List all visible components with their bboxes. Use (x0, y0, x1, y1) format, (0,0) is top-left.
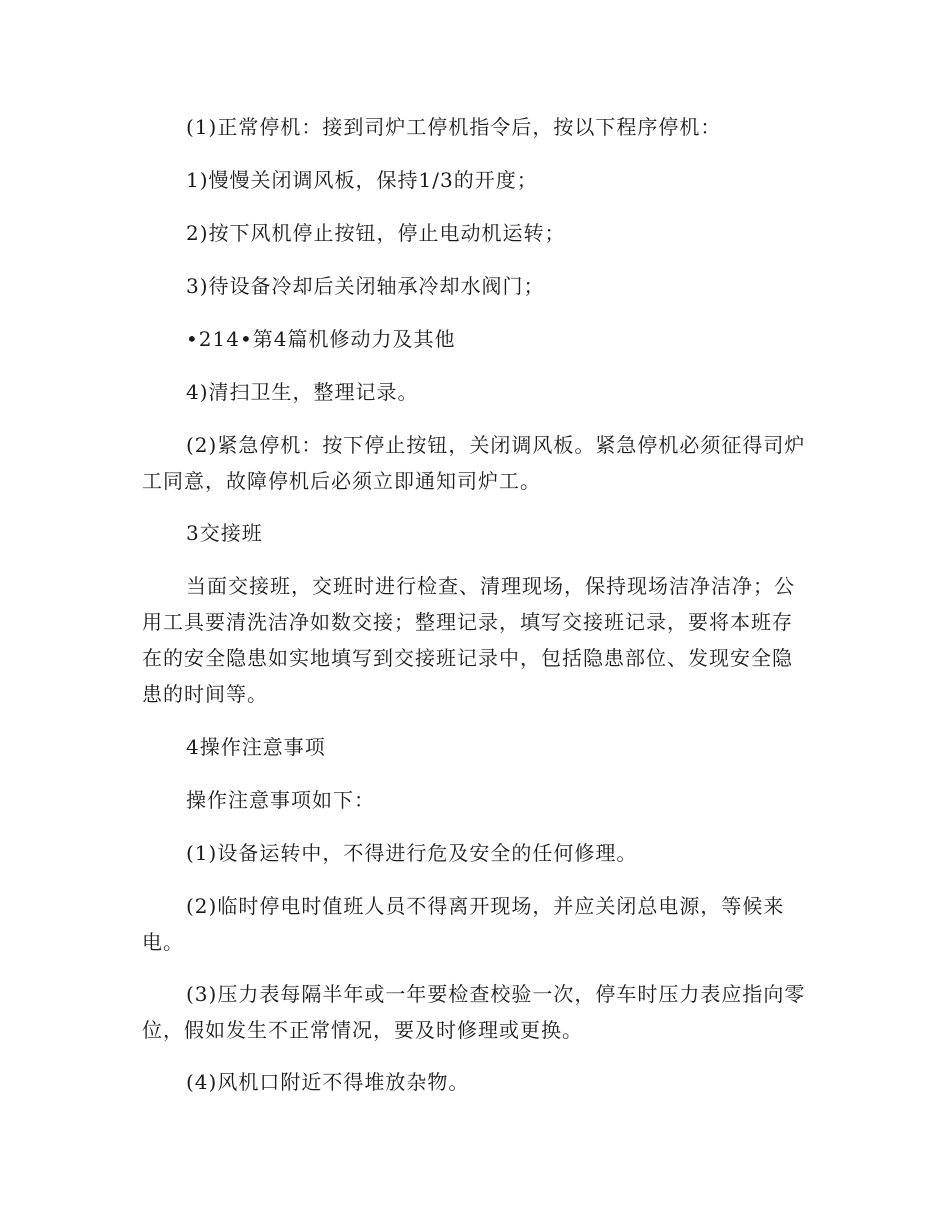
paragraph-shift-handover: 当面交接班，交班时进行检查、清理现场，保持现场洁净洁净；公用工具要清洗洁净如数交接；整理记录，填写交接班记录，要将本班存在的安全隐患如实地填写到交接班记录中，包括隐患部位、发现安全隐患的时间等。 (142, 574, 795, 706)
page-running-header: •214•第4篇机修动力及其他 (186, 327, 456, 351)
paragraph-note-1: (1)设备运转中，不得进行危及安全的任何修理。 (186, 841, 638, 865)
section-heading-shift-handover: 3交接班 (186, 521, 263, 545)
paragraph-note-2: (2)临时停电时值班人员不得离开现场，并应关闭总电源，等候来电。 (142, 894, 785, 954)
paragraph-note-3: (3)压力表每隔半年或一年要检查校验一次，停车时压力表应指向零位，假如发生不正常情况，要及时修理或更换。 (142, 982, 806, 1042)
section-heading-operation-notes: 4操作注意事项 (186, 735, 326, 759)
paragraph-step-1: 1)慢慢关闭调风板，保持1/3的开度； (186, 168, 538, 192)
paragraph-step-3: 3)待设备冷却后关闭轴承冷却水阀门； (186, 274, 545, 298)
paragraph-step-4: 4)清扫卫生，整理记录。 (186, 380, 419, 404)
paragraph-normal-shutdown: (1)正常停机：接到司炉工停机指令后，按以下程序停机： (186, 115, 722, 139)
paragraph-emergency-shutdown: (2)紧急停机：按下停止按钮，关闭调风板。紧急停机必须征得司炉工同意，故障停机后必须立即通知司炉工。 (142, 433, 806, 493)
paragraph-note-4: (4)风机口附近不得堆放杂物。 (186, 1070, 470, 1094)
paragraph-step-2: 2)按下风机停止按钮，停止电动机运转； (186, 221, 566, 245)
paragraph-notes-intro: 操作注意事项如下： (186, 788, 375, 812)
